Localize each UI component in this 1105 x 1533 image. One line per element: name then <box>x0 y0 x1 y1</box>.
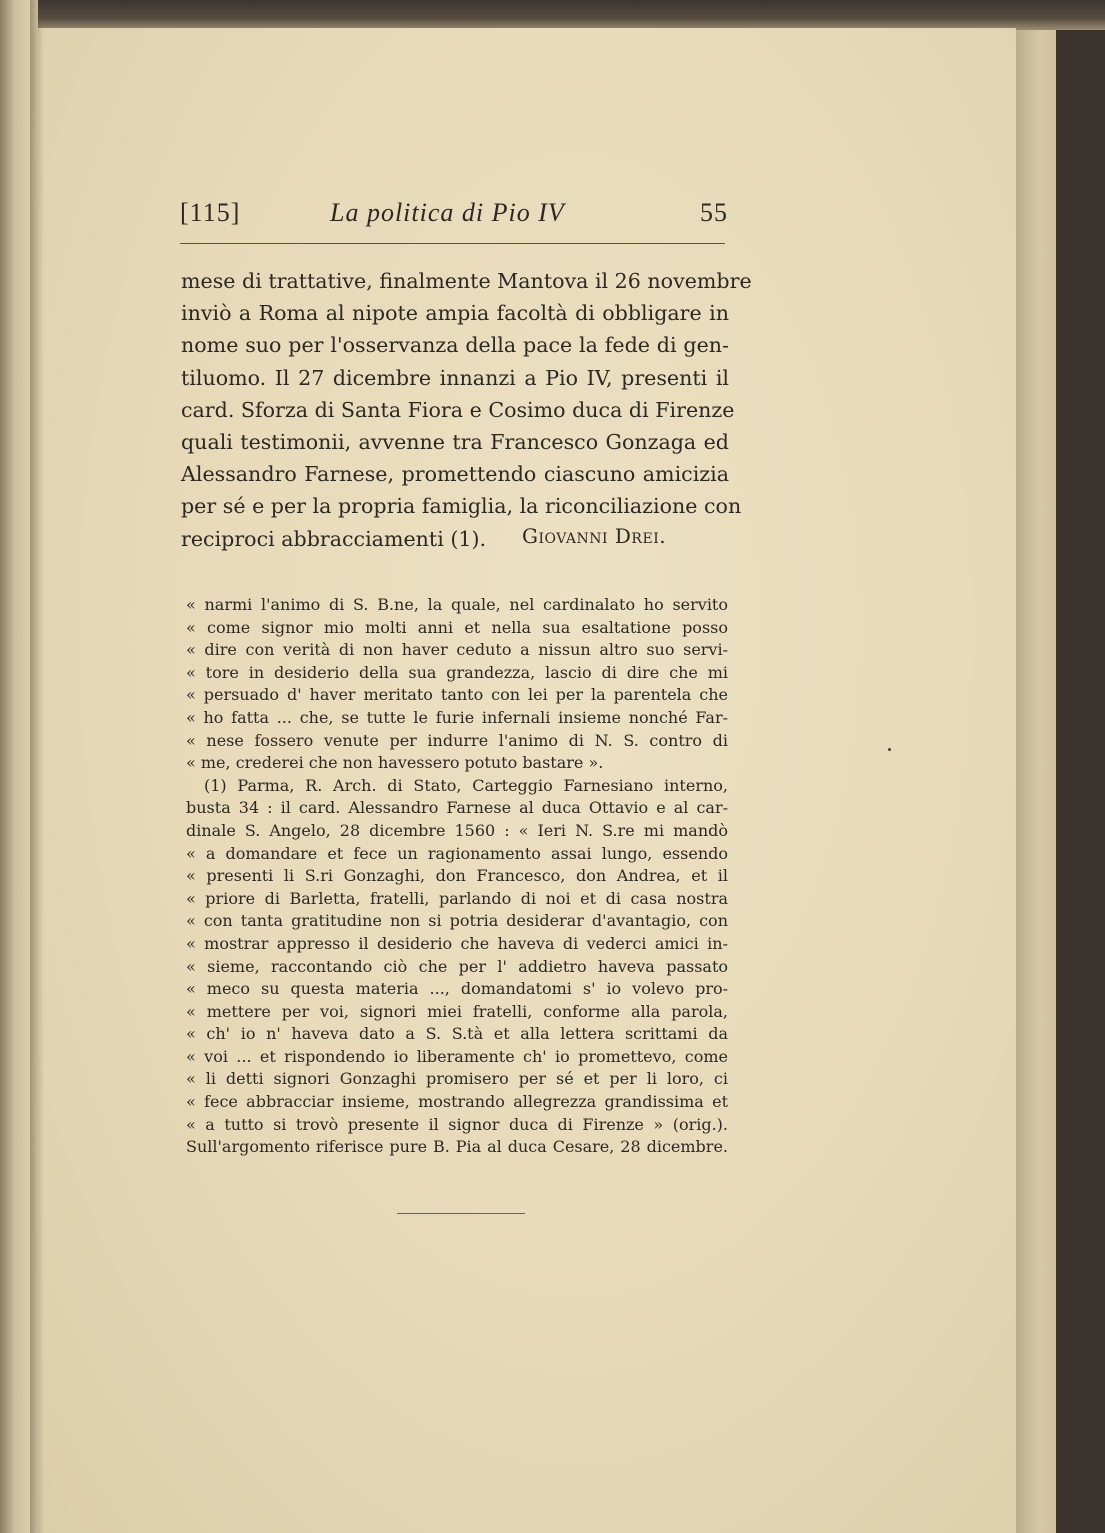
footnote-line: dinale S. Angelo, 28 dicembre 1560 : « Ieri N. S.re mi mandò <box>186 820 728 840</box>
footnote-line: « a tutto si trovò presente il signor duca di Firenze » (orig.). <box>186 1114 728 1134</box>
body-line: mese di trattative, finalmente Mantova il 26 novembre <box>181 269 752 293</box>
page-number: 55 <box>700 198 728 227</box>
footnote-line: « nese fossero venute per indurre l'animo di N. S. contro di <box>186 730 728 750</box>
footnote-line: « come signor mio molti anni et nella sua esaltatione posso <box>186 617 728 637</box>
body-line: quali testimonii, avvenne tra Francesco Gonzaga ed <box>181 429 729 454</box>
body-line: tiluomo. Il 27 dicembre innanzi a Pio IV, presenti il <box>181 365 729 390</box>
footnote-line: « voi ... et rispondendo io liberamente ch' io promettevo, come <box>186 1046 728 1066</box>
body-line: nome suo per l'osservanza della pace la fede di gen- <box>181 333 729 358</box>
footnote-line: « li detti signori Gonzaghi promisero per sé et per li loro, ci <box>186 1069 728 1089</box>
header-rule <box>180 243 725 244</box>
footnote-line: « fece abbracciar insieme, mostrando allegrezza grandissima et <box>186 1092 728 1112</box>
running-head <box>180 198 728 238</box>
body-paragraph <box>181 265 752 555</box>
footnote-line: « sieme, raccontando ciò che per l' addietro haveva passato <box>186 956 728 976</box>
footnote-line: « dire con verità di non haver ceduto a nissun altro suo servi- <box>186 640 728 660</box>
footnotes <box>186 594 728 1159</box>
body-line: Alessandro Farnese, promettendo ciascuno amicizia <box>181 462 729 487</box>
footnote-line: « persuado d' haver meritato tanto con lei per la parentela che <box>186 685 728 705</box>
footnote-line: « narmi l'animo di S. B.ne, la quale, nel cardinalato ho servito <box>186 595 728 614</box>
body-line: card. Sforza di Santa Fiora e Cosimo duca di Firenze <box>181 397 735 422</box>
footnote-line: « con tanta gratitudine non si potria desiderar d'avantagio, con <box>186 911 728 931</box>
footnote-line: « ho fatta ... che, se tutte le furie infernali insieme nonché Far- <box>186 707 728 727</box>
footnote-line: « mettere per voi, signori miei fratelli, conforme alla parola, <box>186 1001 728 1021</box>
footnote-line: « ch' io n' haveva dato a S. S.tà et alla lettera scrittami da <box>186 1024 728 1044</box>
footnote-line: « presenti li S.ri Gonzaghi, don Francesco, don Andrea, et il <box>186 866 728 886</box>
footnote-line: (1) Parma, R. Arch. di Stato, Carteggio Farnesiano interno, <box>204 775 728 795</box>
end-rule <box>397 1213 525 1214</box>
body-line: inviò a Roma al nipote ampia facoltà di obbligare in <box>181 301 729 326</box>
footnote-line: Sull'argomento riferisce pure B. Pia al duca Cesare, 28 dicembre. <box>186 1137 728 1157</box>
body-line: per sé e per la propria famiglia, la riconciliazione con <box>181 494 742 519</box>
body-line: reciproci abbracciamenti (1). <box>181 526 487 551</box>
author-signature: Giovanni Drei. <box>522 524 667 548</box>
paper-speck <box>888 748 891 751</box>
footnote-line: « priore di Barletta, fratelli, parlando di noi et di casa nostra <box>186 888 728 908</box>
footnote-line: « me, crederei che non havessero potuto bastare ». <box>186 753 604 773</box>
footnote-line: « tore in desiderio della sua grandezza, lascio di dire che mi <box>186 662 728 682</box>
footnote-line: busta 34 : il card. Alessandro Farnese al duca Ottavio e al car- <box>186 798 728 818</box>
page-reference: [115] <box>180 198 241 227</box>
footnote-line: « mostrar appresso il desiderio che haveva di vederci amici in- <box>186 933 728 953</box>
running-title: La politica di Pio IV <box>330 198 565 227</box>
footnote-line: « meco su questa materia ..., domandatomi s' io volevo pro- <box>186 979 728 999</box>
footnote-line: « a domandare et fece un ragionamento assai lungo, essendo <box>186 843 728 863</box>
